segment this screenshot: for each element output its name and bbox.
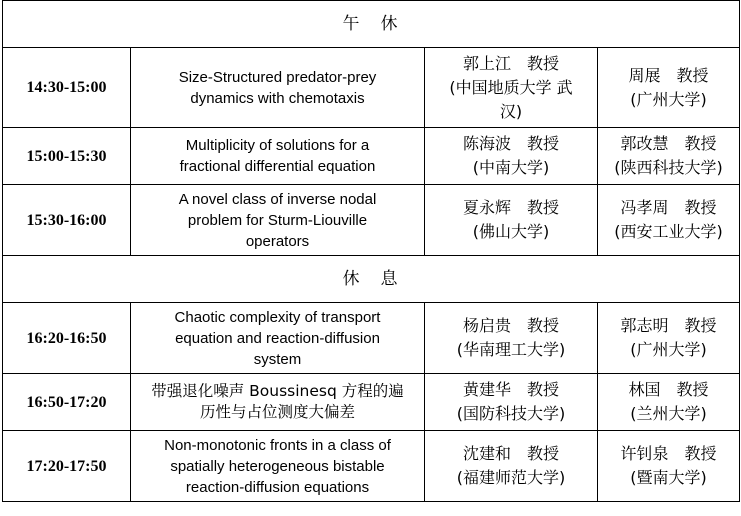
speaker: 陈海波 教授 (中南大学) bbox=[425, 128, 598, 185]
chair: 郭改慧 教授 (陕西科技大学) bbox=[598, 128, 740, 185]
talk-title: A novel class of inverse nodal problem for Sturm-Liouville operators bbox=[131, 185, 425, 256]
session-time: 17:20-17:50 bbox=[3, 431, 131, 502]
table-row bbox=[3, 374, 740, 431]
lunch-break-label: 午 休 bbox=[3, 1, 740, 48]
chair: 冯孝周 教授 (西安工业大学) bbox=[598, 185, 740, 256]
session-time: 16:50-17:20 bbox=[3, 374, 131, 431]
talk-title: Non-monotonic fronts in a class of spatially heterogeneous bistable reaction-diffusion equations bbox=[131, 431, 425, 502]
lunch-break-row bbox=[3, 1, 740, 48]
table-row bbox=[3, 185, 740, 256]
speaker: 郭上江 教授 (中国地质大学 武 汉) bbox=[425, 48, 598, 128]
table-row bbox=[3, 128, 740, 185]
talk-title: Size-Structured predator-prey dynamics with chemotaxis bbox=[131, 48, 425, 128]
chair: 林国 教授 (兰州大学) bbox=[598, 374, 740, 431]
table-row bbox=[3, 48, 740, 128]
chair: 郭志明 教授 (广州大学) bbox=[598, 303, 740, 374]
speaker: 沈建和 教授 (福建师范大学) bbox=[425, 431, 598, 502]
talk-title: Chaotic complexity of transport equation and reaction-diffusion system bbox=[131, 303, 425, 374]
session-time: 14:30-15:00 bbox=[3, 48, 131, 128]
schedule-table bbox=[2, 0, 740, 502]
session-time: 15:00-15:30 bbox=[3, 128, 131, 185]
talk-title: 带强退化噪声 Boussinesq 方程的遍 历性与占位测度大偏差 bbox=[131, 374, 425, 431]
table-row bbox=[3, 303, 740, 374]
speaker: 黄建华 教授 (国防科技大学) bbox=[425, 374, 598, 431]
session-time: 15:30-16:00 bbox=[3, 185, 131, 256]
chair: 许钊泉 教授 (暨南大学) bbox=[598, 431, 740, 502]
rest-break-row bbox=[3, 256, 740, 303]
talk-title: Multiplicity of solutions for a fractional differential equation bbox=[131, 128, 425, 185]
rest-break-label: 休 息 bbox=[3, 256, 740, 303]
chair: 周展 教授 (广州大学) bbox=[598, 48, 740, 128]
speaker: 杨启贵 教授 (华南理工大学) bbox=[425, 303, 598, 374]
session-time: 16:20-16:50 bbox=[3, 303, 131, 374]
table-row bbox=[3, 431, 740, 502]
speaker: 夏永辉 教授 (佛山大学) bbox=[425, 185, 598, 256]
